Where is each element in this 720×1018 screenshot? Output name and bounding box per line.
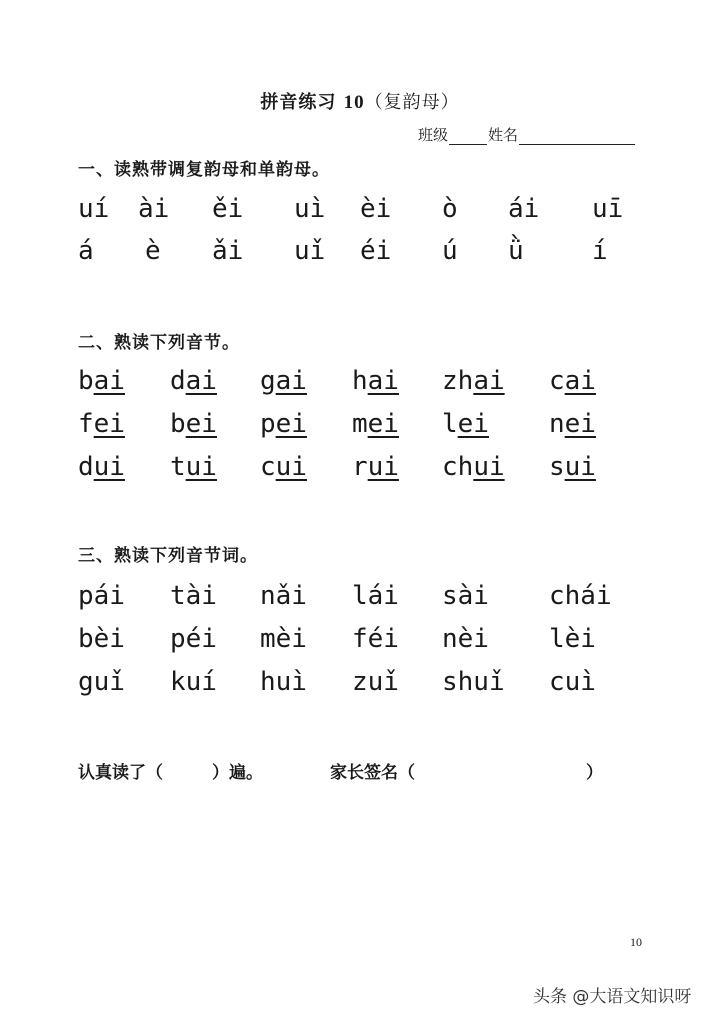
read-times-suffix: ）遍。	[212, 763, 263, 783]
page-title	[0, 88, 720, 114]
pinyin-item: ǎi	[212, 236, 244, 266]
syllable-final: ai	[564, 366, 596, 396]
pinyin-word: péi	[170, 624, 217, 654]
pinyin-word: pái	[78, 581, 125, 611]
syllable-final: ui	[275, 452, 307, 482]
pinyin-item: uì	[294, 194, 326, 224]
syllable	[78, 366, 125, 396]
syllable	[352, 409, 399, 439]
syllable	[549, 366, 596, 396]
name-label: 姓名	[488, 126, 519, 144]
syllable-final: ui	[185, 452, 217, 482]
page-number: 10	[630, 935, 642, 949]
pinyin-item: uǐ	[294, 236, 326, 266]
read-times-blank[interactable]	[166, 758, 210, 778]
pinyin-item: ò	[442, 194, 458, 224]
section-1-heading: 一、读熟带调复韵母和单韵母。	[78, 160, 330, 180]
pinyin-word: kuí	[170, 667, 217, 697]
pinyin-word: chái	[549, 581, 612, 611]
syllable-final: ei	[457, 409, 489, 439]
pinyin-item: í	[592, 236, 608, 266]
syllable-final: ei	[275, 409, 307, 439]
parent-sign-prefix: 家长签名（	[330, 763, 415, 783]
pinyin-item: ái	[508, 194, 540, 224]
pinyin-item: è	[145, 236, 161, 266]
syllable-final: ui	[93, 452, 125, 482]
syllable-initial: t	[170, 452, 186, 482]
syllable-final: ui	[367, 452, 399, 482]
syllable	[170, 366, 217, 396]
syllable	[442, 409, 489, 439]
syllable-final: ai	[185, 366, 217, 396]
syllable-initial: n	[549, 409, 565, 439]
syllable	[170, 452, 217, 482]
syllable-final: ei	[185, 409, 217, 439]
pinyin-item: ài	[138, 194, 170, 224]
syllable	[549, 409, 596, 439]
syllable-initial: h	[352, 366, 368, 396]
name-blank[interactable]	[519, 128, 635, 145]
syllable-final: ei	[367, 409, 399, 439]
pinyin-word: zuǐ	[352, 667, 399, 697]
pinyin-word: nèi	[442, 624, 489, 654]
section-3-heading: 三、熟读下列音节词。	[78, 546, 258, 566]
section-2-heading: 二、熟读下列音节。	[78, 333, 240, 353]
syllable-final: ai	[473, 366, 505, 396]
syllable-initial: d	[78, 452, 94, 482]
pinyin-item: ěi	[212, 194, 244, 224]
syllable	[78, 409, 125, 439]
watermark: 头条 @大语文知识呀	[533, 987, 692, 1007]
student-info	[418, 124, 636, 145]
syllable-initial: ch	[442, 452, 474, 482]
syllable-final: ui	[473, 452, 505, 482]
syllable-final: ai	[93, 366, 125, 396]
syllable-initial: c	[549, 366, 565, 396]
syllable	[352, 366, 399, 396]
parent-sign-suffix: ）	[586, 763, 603, 783]
syllable	[352, 452, 399, 482]
syllable-final: ai	[367, 366, 399, 396]
pinyin-item: uī	[592, 194, 624, 224]
pinyin-item: á	[78, 236, 94, 266]
read-times-prefix: 认真读了（	[78, 763, 163, 783]
syllable-final: ei	[93, 409, 125, 439]
syllable-final: ai	[275, 366, 307, 396]
pinyin-word: bèi	[78, 624, 125, 654]
pinyin-item: èi	[360, 194, 392, 224]
syllable	[442, 366, 505, 396]
syllable-initial: s	[549, 452, 565, 482]
pinyin-item: ú	[442, 236, 458, 266]
syllable-final: ui	[564, 452, 596, 482]
title-prefix: 拼音练习	[260, 92, 337, 113]
syllable-initial: m	[352, 409, 368, 439]
pinyin-item: ǜ	[508, 236, 524, 266]
parent-sign-blank[interactable]	[418, 758, 578, 778]
syllable-initial: r	[352, 452, 368, 482]
syllable-initial: p	[260, 409, 276, 439]
syllable-final: ei	[564, 409, 596, 439]
pinyin-word: mèi	[260, 624, 307, 654]
pinyin-word: féi	[352, 624, 399, 654]
syllable	[78, 452, 125, 482]
pinyin-word: huì	[260, 667, 307, 697]
syllable	[170, 409, 217, 439]
pinyin-word: guǐ	[78, 667, 125, 697]
syllable	[260, 452, 307, 482]
syllable-initial: b	[170, 409, 186, 439]
syllable-initial: b	[78, 366, 94, 396]
syllable-initial: c	[260, 452, 276, 482]
pinyin-word: sài	[442, 581, 489, 611]
syllable	[260, 409, 307, 439]
pinyin-item: uí	[78, 194, 110, 224]
pinyin-word: cuì	[549, 667, 596, 697]
syllable-initial: d	[170, 366, 186, 396]
syllable	[549, 452, 596, 482]
title-suffix: （复韵母）	[364, 92, 460, 113]
syllable-initial: l	[442, 409, 458, 439]
pinyin-word: nǎi	[260, 581, 307, 611]
pinyin-item: éi	[360, 236, 392, 266]
class-blank[interactable]	[449, 128, 487, 145]
syllable	[260, 366, 307, 396]
title-number: 10	[343, 92, 365, 113]
syllable	[442, 452, 505, 482]
pinyin-word: shuǐ	[442, 667, 505, 697]
syllable-initial: f	[78, 409, 94, 439]
syllable-initial: zh	[442, 366, 474, 396]
pinyin-word: lèi	[549, 624, 596, 654]
syllable-initial: g	[260, 366, 276, 396]
class-label: 班级	[418, 126, 449, 144]
pinyin-word: lái	[352, 581, 399, 611]
pinyin-word: tài	[170, 581, 217, 611]
